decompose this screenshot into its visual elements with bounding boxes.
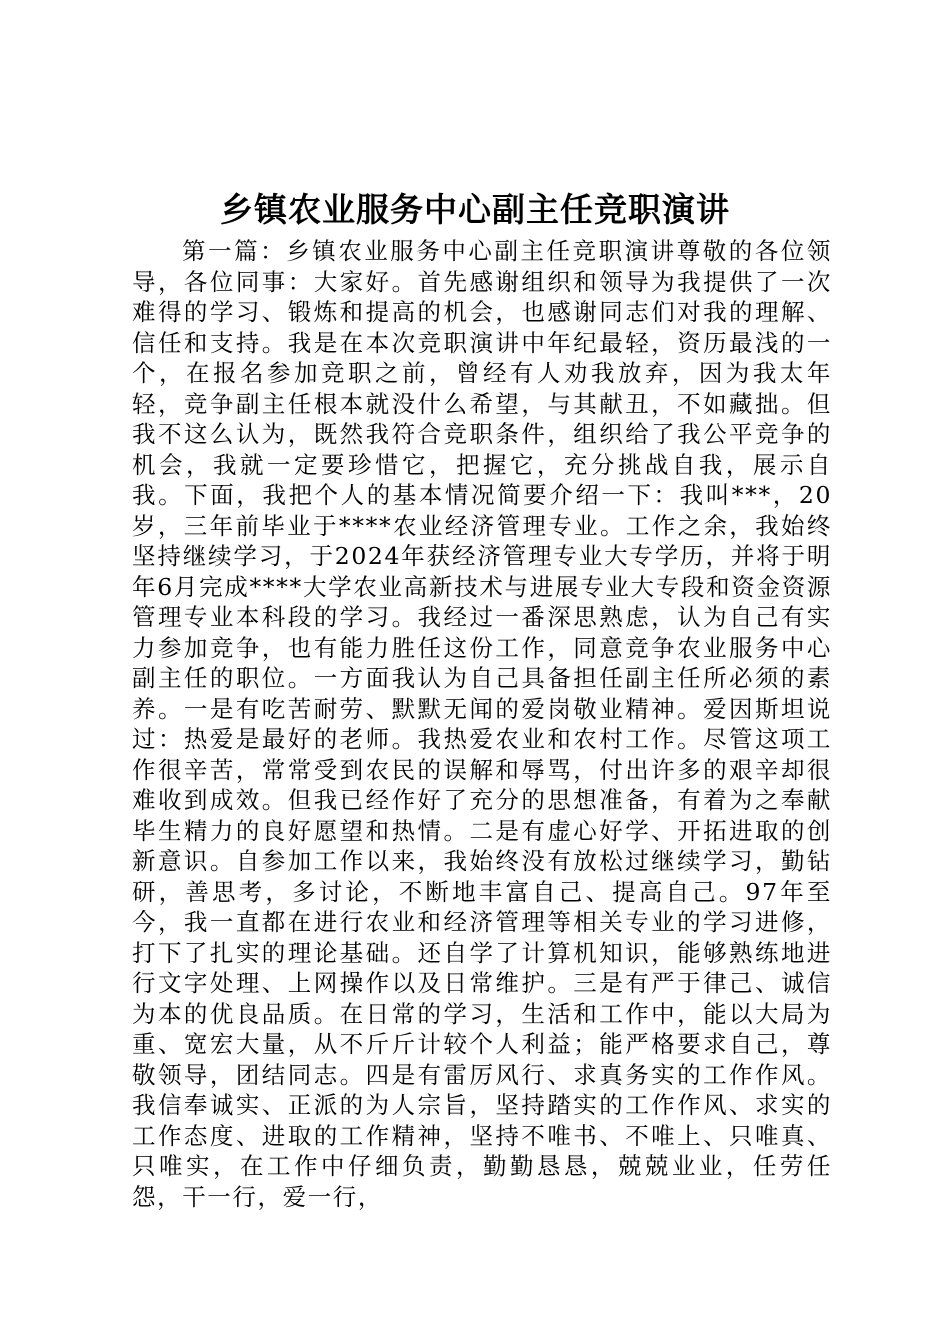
document-title: 乡镇农业服务中心副主任竞职演讲	[220, 190, 730, 229]
document-body-paragraph: 第一篇：乡镇农业服务中心副主任竞职演讲尊敬的各位领导，各位同事：大家好。首先感谢组织和领导为我提供了一次难得的学习、锻炼和提高的机会，也感谢同志们对我的理解、信任和支持。我是在本次竞职演讲中年纪最轻，资历最浅的一个，在报名参加竞职之前，曾经有人劝我放弃，因为我太年轻，竞争副主任根本就没什么希望，与其献丑，不如藏拙。但我不这么认为，既然我符合竞职条件，组织给了我公平竞争的机会，我就一定要珍惜它，把握它，充分挑战自我，展示自我。下面，我把个人的基本情况简要介绍一下：我叫***，20岁，三年前毕业于****农业经济管理专业。工作之余，我始终坚持继续学习，于2024年获经济管理专业大专学历，并将于明年6月完成****大学农业高新技术与进展专业大专段和资金资源管理专业本科段的学习。我经过一番深思熟虑，认为自己有实力参加竞争，也有能力胜任这份工作，同意竞争农业服务中心副主任的职位。一方面我认为自己具备担任副主任所必须的素养。一是有吃苦耐劳、默默无闻的爱岗敬业精神。爱因斯坦说过：热爱是最好的老师。我热爱农业和农村工作。尽管这项工作很辛苦，常常受到农民的误解和辱骂，付出许多的艰辛却很难收到成效。但我已经作好了充分的思想准备，有着为之奉献毕生精力的良好愿望和热情。二是有虚心好学、开拓进取的创新意识。自参加工作以来，我始终没有放松过继续学习，勤钻研，善思考，多讨论，不断地丰富自己、提高自己。97年至今，我一直都在进行农业和经济管理等相关专业的学习进修，打下了扎实的理论基础。还自学了计算机知识，能够熟练地进行文字处理、上网操作以及日常维护。三是有严于律己、诚信为本的优良品质。在日常的学习，生活和工作中，能以大局为重、宽宏大量，从不斤斤计较个人利益；能严格要求自己，尊敬领导，团结同志。四是有雷厉风行、求真务实的工作作风。我信奉诚实、正派的为人宗旨，坚持踏实的工作作风、求实的工作态度、进取的工作精神，坚持不唯书、不唯上、只唯真、只唯实，在工作中仔细负责，勤勤恳恳，兢兢业业，任劳任怨，干一行，爱一行，	[132, 237, 832, 1211]
